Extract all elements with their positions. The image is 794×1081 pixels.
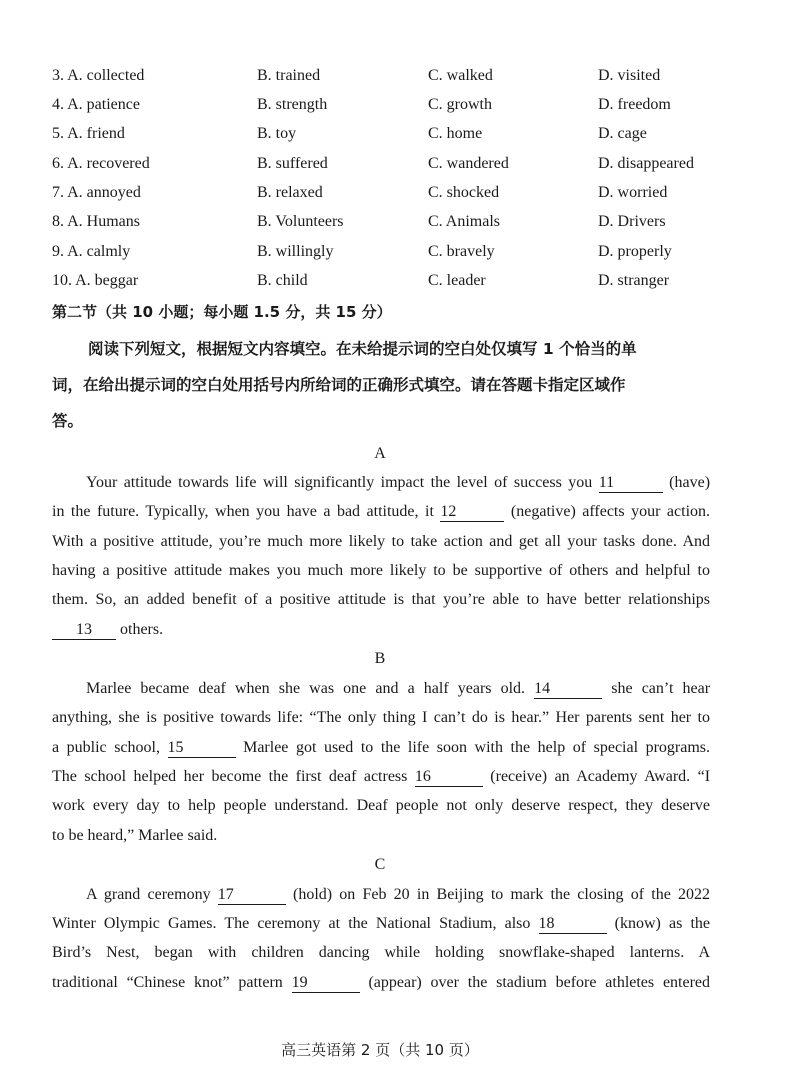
option-d: D. properly [598, 243, 672, 260]
passage-a-line-2: in the future. Typically, when you have a bad attitude, it 12 (negative) affects your action. [52, 503, 711, 520]
blank-16[interactable]: 16 [415, 768, 483, 787]
passage-a-line-4: having a positive attitude makes you much more likely to be supportive of others and helpful to [52, 562, 710, 579]
passage-a-line-5: them. So, an added benefit of a positive attitude is that you’re able to have better relationships [52, 591, 710, 608]
instruction-line-3: 答。 [52, 412, 84, 430]
option-b: B. suffered [257, 155, 328, 172]
passage-b-line-5: work every day to help people understand. Deaf people not only deserve respect, they deserve [52, 797, 710, 814]
blank-12[interactable]: 12 [440, 503, 504, 522]
passage-a-label: A [374, 445, 386, 462]
passage-b-line-3: a public school, 15 Marlee got used to the life soon with the help of special programs. [52, 739, 711, 756]
option-c: C. home [428, 125, 483, 142]
page-footer: 高三英语第 2 页（共 10 页） [281, 1041, 479, 1059]
passage-c-line-1: A grand ceremony 17 (hold) on Feb 20 in Beijing to mark the closing of the 2022 [86, 886, 710, 903]
option-c: C. Animals [428, 213, 501, 230]
option-d: D. disappeared [598, 155, 694, 172]
option-a: 8. A. Humans [52, 213, 140, 230]
passage-c-label: C [374, 856, 386, 873]
blank-11[interactable]: 11 [599, 474, 663, 493]
option-c: C. walked [428, 67, 493, 84]
option-a: 3. A. collected [52, 67, 145, 84]
section-heading: 第二节（共 10 小题；每小题 1.5 分，共 15 分） [52, 303, 392, 321]
passage-c-line-4: traditional “Chinese knot” pattern 19 (appear) over the stadium before athletes entered [52, 974, 711, 991]
option-d: D. stranger [598, 272, 670, 289]
blank-14[interactable]: 14 [534, 680, 602, 699]
option-d: D. Drivers [598, 213, 666, 230]
blank-18[interactable]: 18 [539, 915, 607, 934]
option-a: 5. A. friend [52, 125, 125, 142]
option-d: D. visited [598, 67, 661, 84]
option-a: 10. A. beggar [52, 272, 139, 289]
option-c: C. wandered [428, 155, 509, 172]
option-d: D. worried [598, 184, 668, 201]
option-d: D. freedom [598, 96, 671, 113]
option-b: B. toy [257, 125, 297, 142]
option-b: B. relaxed [257, 184, 323, 201]
passage-b-line-6: to be heard,” Marlee said. [52, 827, 218, 844]
passage-a-line-6: 13 others. [52, 619, 710, 641]
passage-a-line-1: Your attitude towards life will significantly impact the level of success you 11 (have) [86, 474, 711, 491]
blank-19[interactable]: 19 [292, 974, 360, 993]
option-b: B. strength [257, 96, 328, 113]
blank-17[interactable]: 17 [218, 886, 286, 905]
option-a: 7. A. annoyed [52, 184, 141, 201]
option-c: C. bravely [428, 243, 495, 260]
passage-b-line-2: anything, she is positive towards life: “The only thing I can’t do is hear.” Her parents sent her to [52, 709, 710, 726]
option-a: 6. A. recovered [52, 155, 150, 172]
option-c: C. shocked [428, 184, 500, 201]
blank-15[interactable]: 15 [168, 739, 236, 758]
option-c: C. leader [428, 272, 486, 289]
instruction-line-2: 词，在给出提示词的空白处用括号内所给词的正确形式填空。请在答题卡指定区域作 [52, 376, 626, 394]
passage-b-line-1: Marlee became deaf when she was one and a half years old. 14 she can’t hear [86, 680, 711, 697]
passage-b-line-4: The school helped her become the first deaf actress 16 (receive) an Academy Award. “I [52, 768, 711, 785]
passage-c-line-2: Winter Olympic Games. The ceremony at the National Stadium, also 18 (know) as the [52, 915, 711, 932]
option-c: C. growth [428, 96, 492, 113]
option-b: B. child [257, 272, 308, 289]
option-b: B. Volunteers [257, 213, 344, 230]
option-d: D. cage [598, 125, 647, 142]
instruction-line-1: 阅读下列短文，根据短文内容填空。在未给提示词的空白处仅填写 1 个恰当的单 [88, 340, 637, 358]
option-b: B. trained [257, 67, 321, 84]
option-a: 4. A. patience [52, 96, 140, 113]
passage-a-line-3: With a positive attitude, you’re much more likely to take action and get all your tasks done. And [52, 533, 710, 550]
option-a: 9. A. calmly [52, 243, 131, 260]
passage-b-label: B [374, 650, 386, 667]
passage-c-line-3: Bird’s Nest, began with children dancing while holding snowflake-shaped lanterns. A [52, 944, 710, 961]
option-b: B. willingly [257, 243, 334, 260]
blank-13[interactable]: 13 [52, 621, 116, 640]
